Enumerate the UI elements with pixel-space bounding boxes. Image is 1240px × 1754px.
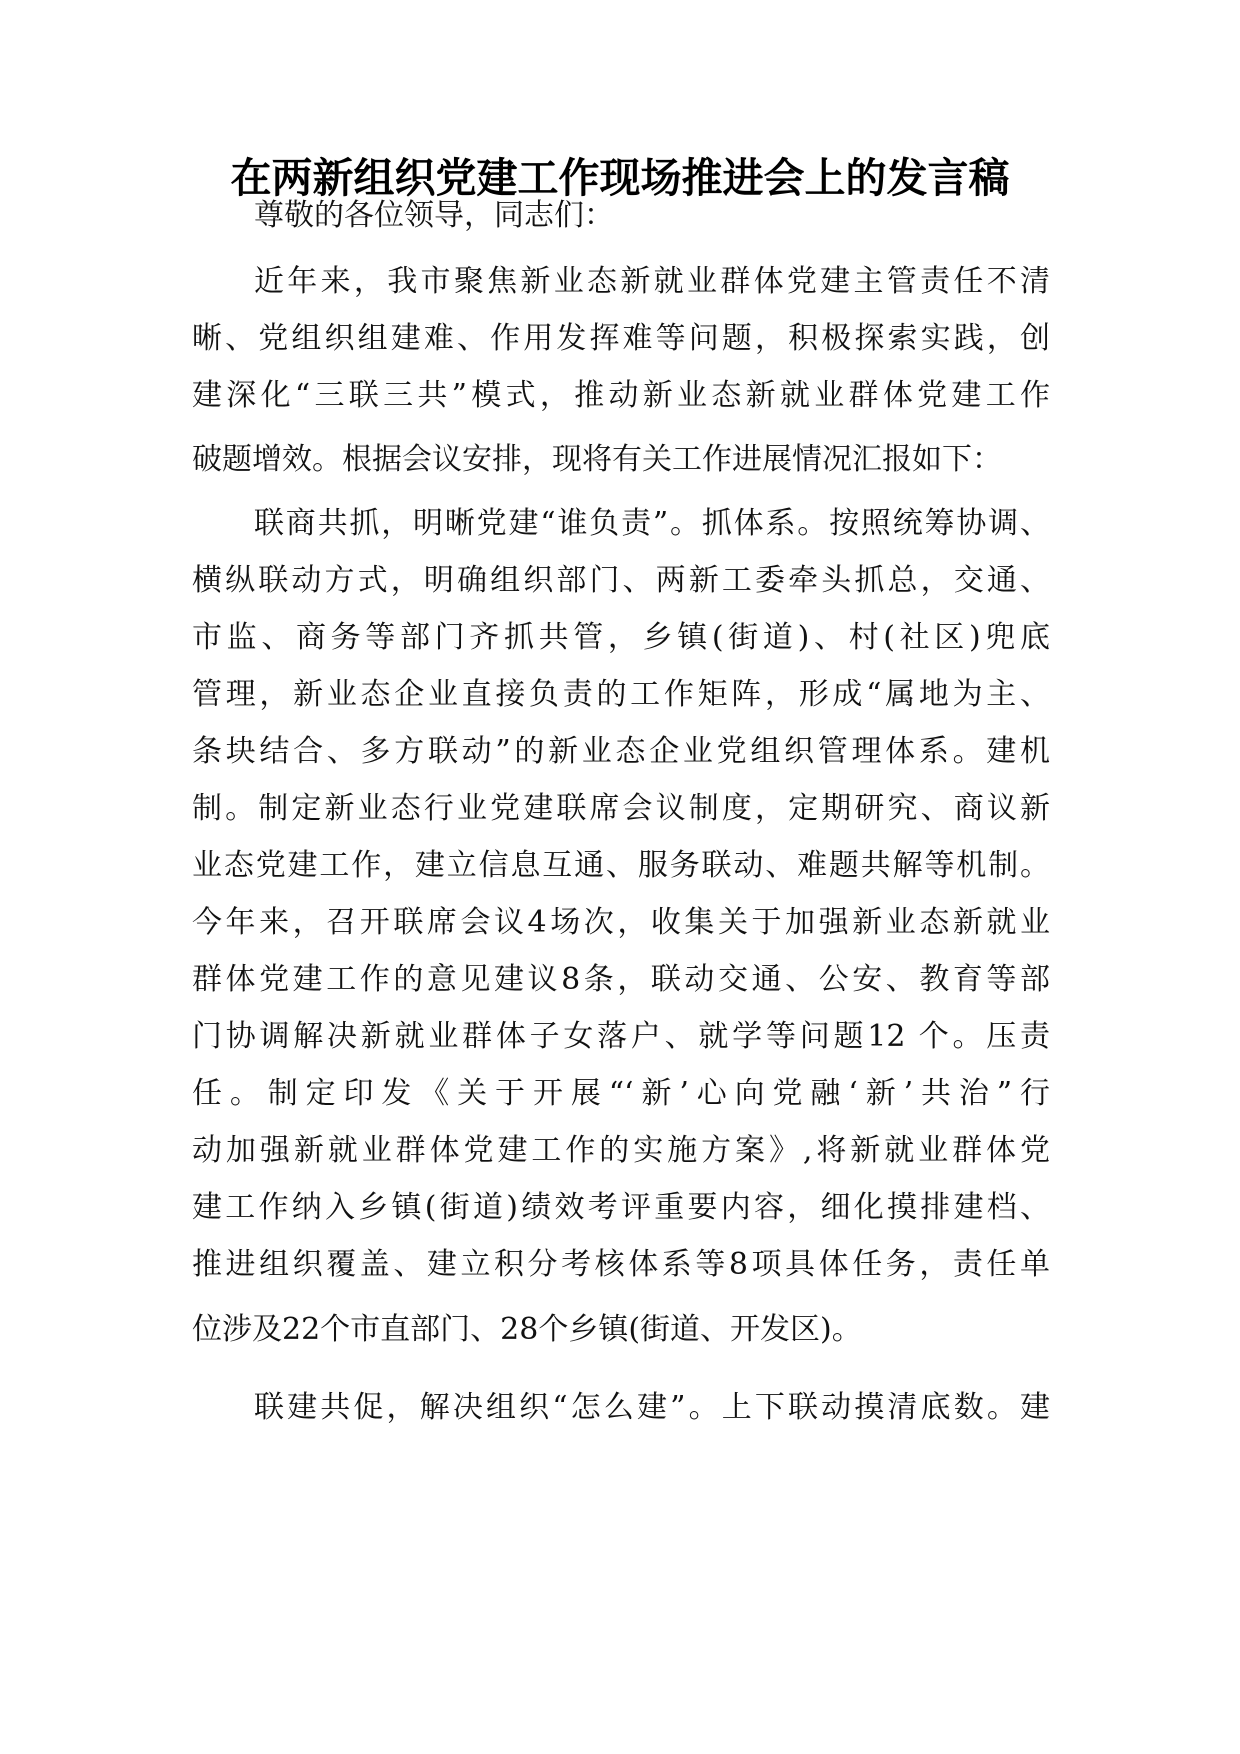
paragraph-line: 业态党建工作，建立信息互通、服务联动、难题共解等机制。: [192, 848, 1050, 883]
paragraph-line: 破题增效。根据会议安排，现将有关工作进展情况汇报如下：: [192, 442, 1002, 477]
paragraph-line: 市监、商务等部门齐抓共管，乡镇(街道)、村(社区)兜底: [192, 620, 1050, 655]
paragraph-line: 条块结合、多方联动”的新业态企业党组织管理体系。建机: [192, 734, 1050, 769]
paragraph-line: 晰、党组织组建难、作用发挥难等问题，积极探索实践，创: [192, 321, 1050, 356]
paragraph-line: 今年来，召开联席会议4场次，收集关于加强新业态新就业: [192, 905, 1050, 940]
paragraph-line: 联建共促，解决组织“怎么建”。上下联动摸清底数。建: [254, 1390, 1050, 1425]
paragraph-line: 近年来，我市聚焦新业态新就业群体党建主管责任不清: [254, 264, 1050, 299]
paragraph-line: 建工作纳入乡镇(街道)绩效考评重要内容，细化摸排建档、: [192, 1190, 1050, 1225]
paragraph-line: 制。制定新业态行业党建联席会议制度，定期研究、商议新: [192, 791, 1050, 826]
paragraph-line: 任。制定印发《关于开展“‘新’心向党融‘新’共治”行: [192, 1076, 1050, 1111]
paragraph-line: 动加强新就业群体党建工作的实施方案》,将新就业群体党: [192, 1133, 1050, 1168]
document-title: 在两新组织党建工作现场推进会上的发言稿: [230, 154, 1010, 202]
paragraph-line: 位涉及22个市直部门、28个乡镇(街道、开发区)。: [192, 1312, 862, 1347]
paragraph-line: 门协调解决新就业群体子女落户、就学等问题12 个。压责: [192, 1019, 1050, 1054]
salutation-line: 尊敬的各位领导，同志们：: [254, 198, 614, 233]
paragraph-line: 横纵联动方式，明确组织部门、两新工委牵头抓总，交通、: [192, 563, 1050, 598]
paragraph-line: 推进组织覆盖、建立积分考核体系等8项具体任务，责任单: [192, 1247, 1050, 1282]
paragraph-line: 群体党建工作的意见建议8条，联动交通、公安、教育等部: [192, 962, 1050, 997]
paragraph-line: 建深化“三联三共”模式，推动新业态新就业群体党建工作: [192, 378, 1050, 413]
paragraph-line: 管理，新业态企业直接负责的工作矩阵，形成“属地为主、: [192, 677, 1050, 712]
paragraph-line: 联商共抓，明晰党建“谁负责”。抓体系。按照统筹协调、: [254, 506, 1050, 541]
